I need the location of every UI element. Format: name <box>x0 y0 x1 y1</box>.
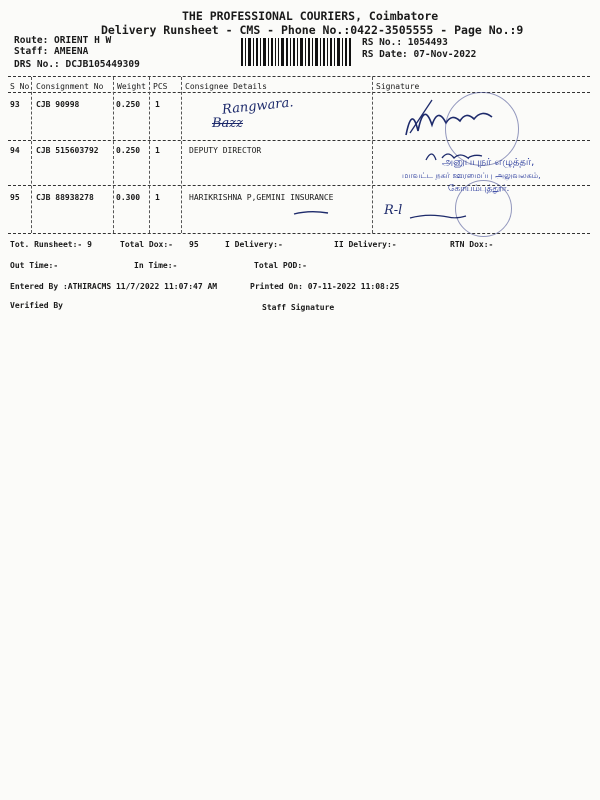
table-bottom-rule <box>8 233 590 234</box>
header-bottom-rule <box>8 92 590 93</box>
printed-on: Printed On: 07-11-2022 11:08:25 <box>250 282 400 291</box>
staff-signature-label: Staff Signature <box>262 303 335 312</box>
rs-number: RS No.: 1054493 <box>362 37 448 48</box>
out-time-label: Out Time:- <box>10 261 59 270</box>
col-header-consignment: Consignment No <box>36 82 104 91</box>
col-header-consignee: Consignee Details <box>185 82 267 91</box>
stamp-text: கோயம்புத்தூர். <box>448 184 510 194</box>
stamp-text: மாவட்ட நகர் ஊரமைப்பு அலுவலகம், <box>402 171 541 180</box>
row-sno: 95 <box>10 193 20 202</box>
signature-image <box>408 210 468 224</box>
verified-by: Verified By <box>10 301 63 310</box>
col-header-pcs: PCS <box>153 82 168 91</box>
runsheet-title: Delivery Runsheet - CMS - Phone No.:0422-3505555 - Page No.:9 <box>101 23 524 37</box>
handwritten-dash <box>292 208 332 218</box>
company-title: THE PROFESSIONAL COURIERS, Coimbatore <box>182 9 439 23</box>
row-pcs: 1 <box>155 100 160 109</box>
row-weight: 0.300 <box>116 193 141 202</box>
col-divider <box>113 77 114 233</box>
total-pod-label: Total POD:- <box>254 261 307 270</box>
row-consignment: CJB 88938278 <box>36 193 94 202</box>
col-divider <box>149 77 150 233</box>
row-consignment: CJB 90998 <box>36 100 80 109</box>
in-time-label: In Time:- <box>134 261 178 270</box>
table-top-rule <box>8 76 590 77</box>
row-consignee: DEPUTY DIRECTOR <box>189 146 262 155</box>
col-divider <box>181 77 182 233</box>
row-sno: 94 <box>10 146 20 155</box>
entered-by: Entered By :ATHIRACMS 11/7/2022 11:07:47 AM <box>10 282 218 291</box>
route-label: Route: ORIENT H W <box>14 35 112 46</box>
rtn-dox-label: RTN Dox:- <box>450 240 494 249</box>
staff-label: Staff: AMEENA <box>14 46 89 57</box>
col-divider <box>31 77 32 233</box>
total-runsheet: Tot. Runsheet:- 9 <box>10 240 92 249</box>
handwritten-note: Rangwara. <box>221 95 295 118</box>
col-divider <box>372 77 373 233</box>
handwritten-scribble: Bazz <box>212 116 244 131</box>
handwritten-mark: R-l <box>384 203 403 218</box>
col-header-sno: S No <box>10 82 30 91</box>
i-delivery-label: I Delivery:- <box>225 240 283 249</box>
barcode-image <box>241 38 351 66</box>
row-consignment: CJB 515603792 <box>36 146 99 155</box>
row-consignee: HARIKRISHNA P,GEMINI INSURANCE <box>189 193 334 202</box>
row-weight: 0.250 <box>116 146 141 155</box>
ii-delivery-label: II Delivery:- <box>334 240 397 249</box>
col-header-signature: Signature <box>376 82 420 91</box>
row-pcs: 1 <box>155 193 160 202</box>
rs-date: RS Date: 07-Nov-2022 <box>362 49 477 60</box>
drs-number: DRS No.: DCJB105449309 <box>14 59 140 70</box>
row-sno: 93 <box>10 100 20 109</box>
total-dox-value: 95 <box>189 240 199 249</box>
row-weight: 0.250 <box>116 100 141 109</box>
stamp-text: அனுப்புநர் எழுத்தர், <box>442 157 535 168</box>
col-header-weight: Weight <box>117 82 146 91</box>
total-dox-label: Total Dox:- <box>120 240 173 249</box>
row-pcs: 1 <box>155 146 160 155</box>
